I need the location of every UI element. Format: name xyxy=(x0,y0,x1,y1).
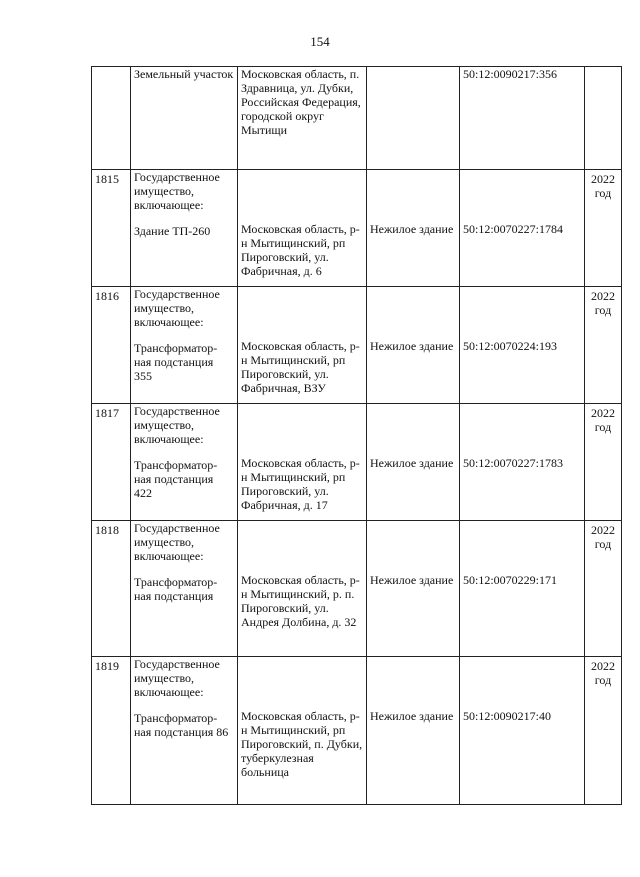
table-row-1818 xyxy=(92,521,622,657)
object-type: Нежилое здание xyxy=(370,456,454,470)
cadastral-cell xyxy=(460,657,585,805)
year-cell xyxy=(585,67,622,170)
object-name: Трансформатор-ная подстанция xyxy=(134,575,218,603)
cadastral-number: 50:12:0070224:193 xyxy=(463,339,558,353)
row-number: 1816 xyxy=(95,289,119,303)
object-type: Нежилое здание xyxy=(370,222,454,236)
object-name: Трансформатор-ная подстанция 355 xyxy=(134,341,218,383)
year: 2022 год xyxy=(591,172,615,200)
object-type-cell xyxy=(367,170,460,287)
address-cell xyxy=(238,521,367,657)
address-cell xyxy=(238,657,367,805)
address: Московская область, р-н Мытищинский, рп Пироговский, ул. Фабричная, д. 17 xyxy=(241,456,360,512)
group-label: Государственное имущество, включающее: xyxy=(134,170,220,212)
object-name-cell xyxy=(131,287,238,404)
row-number: 1817 xyxy=(95,406,119,420)
object-name: Здание ТП-260 xyxy=(134,224,211,238)
year: 2022 год xyxy=(591,659,615,687)
cadastral-cell xyxy=(460,287,585,404)
page-number: 154 xyxy=(310,34,330,49)
cadastral-cell xyxy=(460,170,585,287)
table-row-1815 xyxy=(92,170,622,287)
cadastral-cell xyxy=(460,404,585,521)
property-registry-table xyxy=(91,66,622,805)
year: 2022 год xyxy=(591,523,615,551)
object-name-cell xyxy=(131,657,238,805)
group-label: Государственное имущество, включающее: xyxy=(134,657,220,699)
year-cell xyxy=(585,170,622,287)
object-name-cell xyxy=(131,170,238,287)
table-row-1816 xyxy=(92,287,622,404)
cadastral-number: 50:12:0070227:1783 xyxy=(463,456,564,470)
group-label: Государственное имущество, включающее: xyxy=(134,287,220,329)
row-number-cell xyxy=(92,170,131,287)
object-type: Нежилое здание xyxy=(370,573,454,587)
address-cell xyxy=(238,287,367,404)
group-label: Государственное имущество, включающее: xyxy=(134,404,220,446)
row-number: 1815 xyxy=(95,172,119,186)
table-row-1819 xyxy=(92,657,622,805)
year-cell xyxy=(585,404,622,521)
object-type-cell xyxy=(367,404,460,521)
year: 2022 год xyxy=(591,289,615,317)
cadastral-cell xyxy=(460,67,585,170)
object-type: Нежилое здание xyxy=(370,709,454,723)
object-type-cell xyxy=(367,657,460,805)
group-label: Государственное имущество, включающее: xyxy=(134,521,220,563)
cadastral-cell xyxy=(460,521,585,657)
row-number: 1819 xyxy=(95,659,119,673)
object-type: Нежилое здание xyxy=(370,339,454,353)
address: Московская область, р-н Мытищинский, рп Пироговский, п. Дубки, туберкулезная больница xyxy=(241,709,363,779)
row-number-cell xyxy=(92,287,131,404)
cadastral-number: 50:12:0090217:356 xyxy=(463,67,558,81)
object-type-cell xyxy=(367,287,460,404)
object-name-cell xyxy=(131,67,238,170)
object-name-cell xyxy=(131,521,238,657)
address: Московская область, р-н Мытищинский, р. п. Пироговский, ул. Андрея Долбина, д. 32 xyxy=(241,573,360,629)
row-number-cell xyxy=(92,521,131,657)
table-row-continuation xyxy=(92,67,622,170)
address: Московская область, р-н Мытищинский, рп Пироговский, ул. Фабричная, ВЗУ xyxy=(241,339,360,395)
address-cell xyxy=(238,404,367,521)
row-number-cell xyxy=(92,67,131,170)
object-type-cell xyxy=(367,67,460,170)
year-cell xyxy=(585,657,622,805)
object-type-cell xyxy=(367,521,460,657)
object-name: Трансформатор-ная подстанция 422 xyxy=(134,458,218,500)
cadastral-number: 50:12:0090217:40 xyxy=(463,709,552,723)
address: Московская область, п. Здравница, ул. Дубки, Российская Федерация, городской округ Мытищи xyxy=(241,67,361,137)
cadastral-number: 50:12:0070229:171 xyxy=(463,573,558,587)
row-number-cell xyxy=(92,657,131,805)
address-cell xyxy=(238,170,367,287)
year-cell xyxy=(585,521,622,657)
table-row-1817 xyxy=(92,404,622,521)
cadastral-number: 50:12:0070227:1784 xyxy=(463,222,564,236)
address-cell xyxy=(238,67,367,170)
object-name: Трансформатор-ная подстанция 86 xyxy=(134,711,229,739)
object-name-cell xyxy=(131,404,238,521)
year: 2022 год xyxy=(591,406,615,434)
year-cell xyxy=(585,287,622,404)
object-name: Земельный участок xyxy=(134,67,234,81)
row-number-cell xyxy=(92,404,131,521)
address: Московская область, р-н Мытищинский, рп Пироговский, ул. Фабричная, д. 6 xyxy=(241,222,360,278)
row-number: 1818 xyxy=(95,523,119,537)
